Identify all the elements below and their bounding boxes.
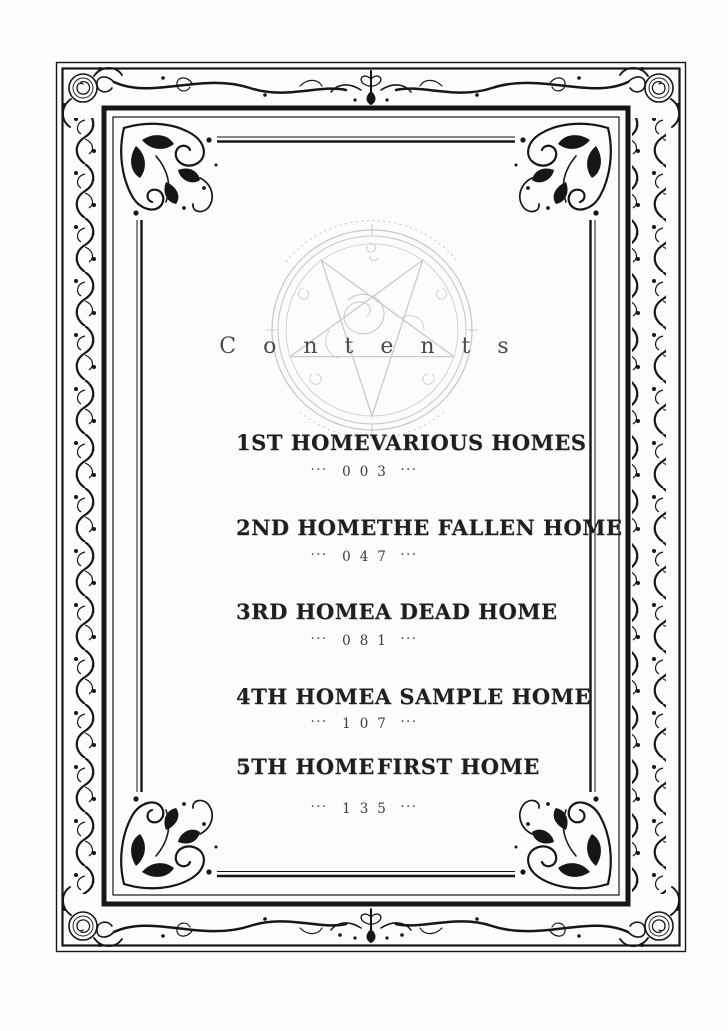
- page-number: 081: [342, 633, 395, 649]
- page-number: 107: [342, 716, 395, 732]
- toc-entry: [236, 430, 587, 455]
- page-number: 047: [342, 549, 395, 565]
- page-title: Contents: [219, 334, 536, 359]
- page-number-row: [0, 549, 728, 565]
- chapter-title: FIRST HOME: [377, 754, 540, 779]
- toc-entry: [236, 599, 558, 624]
- ellipsis-left: ···: [310, 547, 328, 563]
- page-number-row: [0, 716, 728, 732]
- ellipsis-left: ···: [310, 799, 328, 815]
- chapter-label: 4TH HOME: [236, 684, 375, 709]
- ellipsis-right: ···: [400, 799, 418, 815]
- toc-entry: [236, 684, 591, 709]
- page-number-row: [0, 464, 728, 480]
- chapter-title: A SAMPLE HOME: [374, 684, 591, 709]
- chapter-title: THE FALLEN HOME: [376, 515, 623, 540]
- ellipsis-right: ···: [400, 714, 418, 730]
- chapter-label: 5TH HOME: [236, 754, 375, 779]
- ellipsis-right: ···: [400, 547, 418, 563]
- page-number: 003: [342, 464, 395, 480]
- chapter-label: 2ND HOME: [236, 515, 377, 540]
- ellipsis-left: ···: [310, 631, 328, 647]
- chapter-title: VARIOUS HOMES: [370, 430, 587, 455]
- chapter-label: 3RD HOME: [236, 599, 375, 624]
- page-number-row: [0, 633, 728, 649]
- page-number-row: [0, 801, 728, 817]
- ellipsis-right: ···: [400, 462, 418, 478]
- ellipsis-left: ···: [310, 462, 328, 478]
- chapter-label: 1ST HOME: [236, 430, 371, 455]
- chapter-title: A DEAD HOME: [374, 599, 558, 624]
- page-number: 135: [342, 801, 395, 817]
- toc-entry: [236, 515, 623, 540]
- ellipsis-right: ···: [400, 631, 418, 647]
- toc-entry: [236, 754, 542, 779]
- ellipsis-left: ···: [310, 714, 328, 730]
